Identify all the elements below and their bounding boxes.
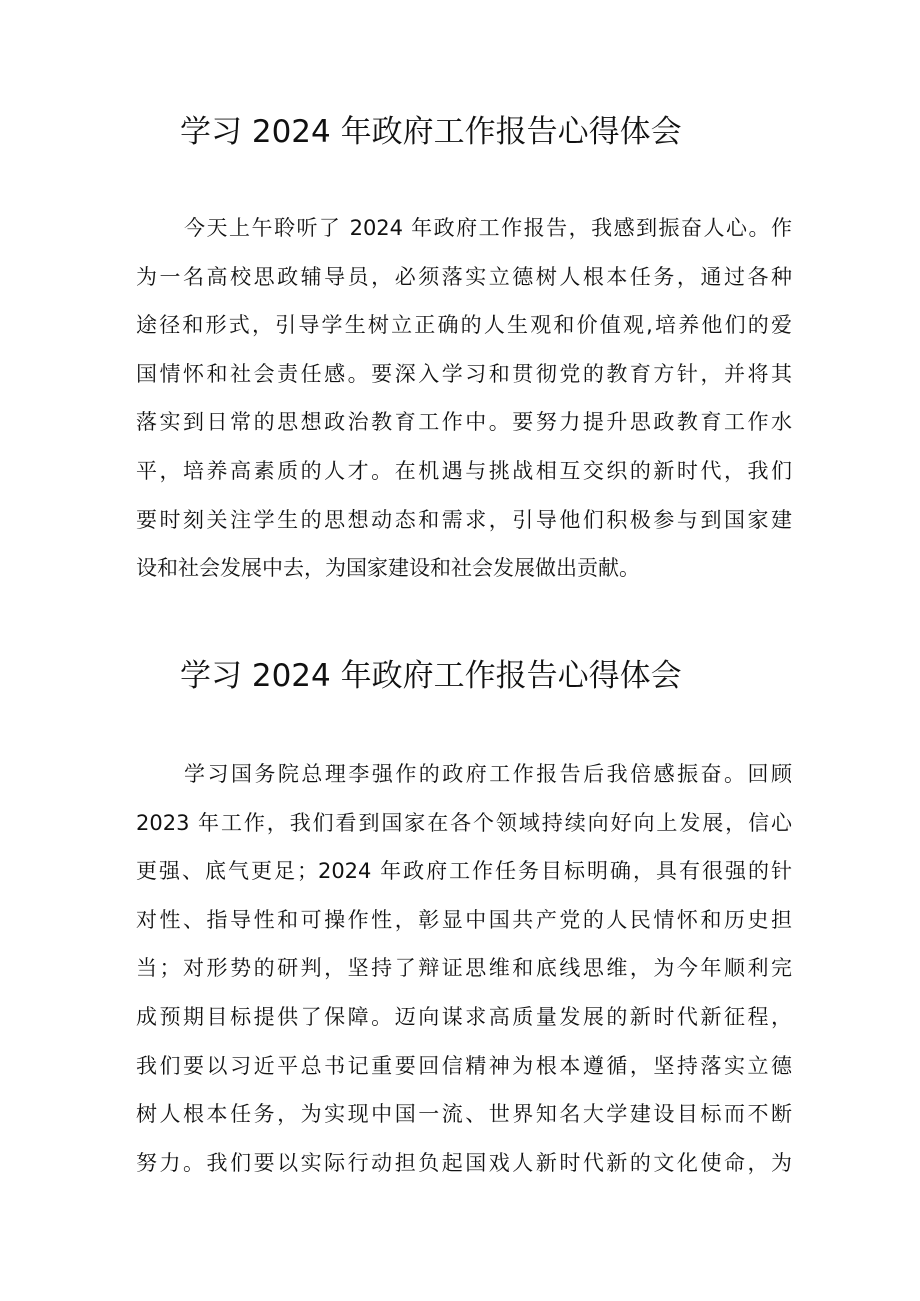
- paragraph-line: 树人根本任务，为实现中国一流、世界知名大学建设目标而不断: [136, 1102, 792, 1127]
- paragraph-line: 当；对形势的研判，坚持了辩证思维和底线思维，为今年顺利完: [136, 956, 792, 981]
- paragraph-line: 落实到日常的思想政治教育工作中。要努力提升思政教育工作水: [136, 410, 792, 435]
- section-2-paragraph: [136, 750, 792, 1187]
- paragraph-line: 为一名高校思政辅导员，必须落实立德树人根本任务，通过各种: [136, 264, 792, 289]
- paragraph-line: 今天上午聆听了 2024 年政府工作报告，我感到振奋人心。作: [184, 216, 792, 240]
- paragraph-line: 更强、底气更足；2024 年政府工作任务目标明确，具有很强的针: [136, 859, 792, 884]
- paragraph-line: 对性、指导性和可操作性，彰显中国共产党的人民情怀和历史担: [136, 907, 792, 932]
- paragraph-line: 国情怀和社会责任感。要深入学习和贯彻党的教育方针，并将其: [136, 361, 792, 386]
- paragraph-line: 要时刻关注学生的思想动态和需求，引导他们积极参与到国家建: [136, 507, 792, 532]
- paragraph-line: 途径和形式，引导学生树立正确的人生观和价值观,培养他们的爱: [136, 313, 792, 338]
- paragraph-line: 学习国务院总理李强作的政府工作报告后我倍感振奋。回顾: [184, 762, 792, 786]
- paragraph-line: 努力。我们要以实际行动担负起国戏人新时代新的文化使命，为: [136, 1150, 792, 1175]
- paragraph-line: 2023 年工作，我们看到国家在各个领域持续向好向上发展，信心: [136, 810, 792, 835]
- paragraph-line: 设和社会发展中去，为国家建设和社会发展做出贡献。: [136, 556, 640, 581]
- paragraph-line: 成预期目标提供了保障。迈向谋求高质量发展的新时代新征程，: [136, 1004, 792, 1029]
- section-1-heading: 学习 2024 年政府工作报告心得体会: [180, 114, 682, 150]
- section-1-paragraph: [136, 204, 792, 593]
- section-2-heading: 学习 2024 年政府工作报告心得体会: [180, 658, 682, 694]
- paragraph-line: 我们要以习近平总书记重要回信精神为根本遵循，坚持落实立德: [136, 1053, 792, 1078]
- paragraph-line: 平，培养高素质的人才。在机遇与挑战相互交织的新时代，我们: [136, 458, 792, 483]
